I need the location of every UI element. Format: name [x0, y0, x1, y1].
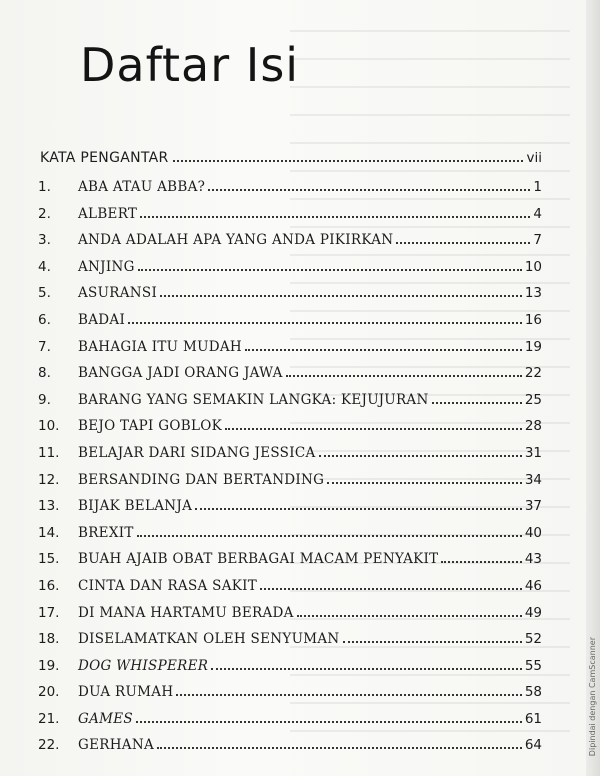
toc-leader	[286, 364, 522, 377]
toc-entry	[38, 550, 542, 577]
toc-leader	[343, 630, 522, 643]
toc-entry-title: ABA ATAU ABBA?	[78, 179, 206, 195]
toc-entry	[38, 657, 542, 684]
toc-entry-title: ASURANSI	[78, 285, 158, 302]
toc-leader	[160, 284, 522, 297]
toc-entry-page: 28	[524, 418, 542, 435]
toc-entry-page: 61	[524, 710, 542, 727]
toc-entry-page: 49	[524, 604, 542, 621]
toc-entry-number: 21.	[38, 710, 60, 727]
toc-leader	[225, 417, 522, 430]
toc-entry-page: 4	[533, 205, 542, 222]
toc-entry-title: BREXIT	[78, 524, 134, 541]
toc-entry-page: 40	[524, 524, 542, 541]
toc-leader	[441, 550, 521, 563]
toc-entry-page: 37	[524, 498, 542, 515]
toc-entry-page: 10	[524, 258, 542, 275]
toc-entry-page: 46	[524, 577, 542, 594]
toc-leader	[396, 231, 530, 244]
toc-entry-number: 2.	[38, 205, 51, 222]
toc-entry-title: ANDA ADALAH APA YANG ANDA PIKIRKAN	[78, 232, 394, 249]
toc-entry	[38, 710, 542, 737]
toc-entry	[38, 311, 542, 338]
toc-entry	[38, 444, 542, 471]
toc-entry-title: ANJING	[78, 258, 135, 275]
toc-entry-number: 4.	[38, 258, 51, 275]
toc-entry-title: BANGGA JADI ORANG JAWA	[78, 365, 283, 382]
toc-entry	[38, 736, 542, 763]
toc-leader	[140, 205, 530, 218]
toc-entry-number: 8.	[38, 365, 51, 382]
toc-entry-number: 14.	[38, 524, 60, 541]
toc-entry-number: 22.	[38, 737, 60, 754]
toc-entry-title: GERHANA	[78, 737, 154, 754]
toc-entry	[38, 524, 542, 551]
toc-leader	[136, 710, 522, 723]
toc-leader	[297, 604, 522, 617]
toc-entry-title: BADAI	[78, 311, 126, 328]
toc-entry	[38, 205, 542, 232]
toc-entry-page: 25	[524, 391, 542, 408]
toc-entry-page: 58	[524, 684, 542, 701]
toc-entry-title: CINTA DAN RASA SAKIT	[78, 577, 258, 594]
toc-leader	[327, 471, 522, 484]
toc-intro-page: vii	[526, 150, 542, 166]
toc-entry-page: 31	[524, 444, 542, 461]
toc-leader	[173, 148, 523, 162]
toc-entry-title: BELAJAR DARI SIDANG JESSICA	[78, 444, 316, 461]
toc-entry	[38, 178, 542, 205]
toc-entry-title: BIJAK BELANJA	[78, 498, 193, 515]
toc-entry-number: 7.	[38, 338, 51, 355]
toc-leader	[138, 258, 522, 271]
toc-leader	[128, 311, 522, 324]
toc-entry-title: DISELAMATKAN OLEH SENYUMAN	[78, 631, 340, 648]
toc-entry-number: 5.	[38, 285, 51, 302]
toc-entry-page: 19	[524, 338, 542, 355]
toc-leader	[176, 683, 521, 696]
toc-entry-number: 10.	[38, 418, 60, 435]
toc-entry-number: 18.	[38, 631, 60, 648]
toc-entry-number: 6.	[38, 311, 51, 328]
toc-entry-title: GAMES	[78, 710, 133, 727]
toc-entry-page: 13	[524, 285, 542, 302]
toc-entry	[38, 338, 542, 365]
toc-entry	[38, 364, 542, 391]
toc-entry-number: 12.	[38, 471, 60, 488]
table-of-contents	[38, 178, 542, 763]
toc-entry-number: 3.	[38, 232, 51, 249]
toc-leader	[211, 657, 522, 670]
toc-intro-row	[40, 148, 542, 170]
toc-entry-number: 15.	[38, 551, 60, 568]
toc-entry-page: 55	[524, 657, 542, 674]
toc-entry-title: BUAH AJAIB OBAT BERBAGAI MACAM PENYAKIT	[78, 551, 439, 568]
toc-entry-number: 13.	[38, 498, 60, 515]
toc-leader	[195, 497, 522, 510]
toc-leader	[260, 577, 522, 590]
toc-entry-number: 17.	[38, 604, 60, 621]
toc-entry-title: BAHAGIA ITU MUDAH	[78, 338, 243, 355]
toc-entry	[38, 683, 542, 710]
toc-entry	[38, 284, 542, 311]
toc-entry-page: 16	[524, 311, 542, 328]
toc-entry-page: 1	[533, 179, 542, 195]
toc-entry	[38, 231, 542, 258]
toc-entry	[38, 604, 542, 631]
toc-entry	[38, 471, 542, 498]
toc-entry-page: 7	[533, 232, 542, 249]
toc-entry-page: 22	[524, 365, 542, 382]
toc-entry-page: 34	[524, 471, 542, 488]
toc-leader	[432, 391, 522, 404]
toc-entry	[38, 630, 542, 657]
toc-entry-number: 1.	[38, 179, 51, 195]
toc-entry-title: DI MANA HARTAMU BERADA	[78, 604, 294, 621]
toc-entry	[38, 258, 542, 285]
toc-entry-title: ALBERT	[78, 205, 138, 222]
toc-entry	[38, 577, 542, 604]
toc-entry-number: 11.	[38, 444, 60, 461]
toc-entry-title: BARANG YANG SEMAKIN LANGKA: KEJUJURAN	[78, 391, 429, 408]
toc-entry-number: 20.	[38, 684, 60, 701]
toc-entry-number: 19.	[38, 657, 60, 674]
toc-leader	[157, 736, 522, 749]
scanner-watermark: Dipindai dengan CamScanner	[588, 636, 597, 756]
toc-entry-page: 43	[524, 551, 542, 568]
toc-entry-number: 16.	[38, 577, 60, 594]
toc-entry-number: 9.	[38, 391, 51, 408]
toc-leader	[137, 524, 522, 537]
toc-leader	[319, 444, 522, 457]
toc-entry	[38, 497, 542, 524]
toc-intro-label: KATA PENGANTAR	[40, 150, 169, 166]
toc-entry-title: DUA RUMAH	[78, 684, 174, 701]
toc-leader	[208, 178, 530, 191]
toc-leader	[245, 338, 522, 351]
toc-entry-title: BEJO TAPI GOBLOK	[78, 418, 222, 435]
page-title: Daftar Isi	[80, 38, 300, 92]
toc-entry-page: 52	[524, 631, 542, 648]
toc-entry-page: 64	[524, 737, 542, 754]
toc-entry	[38, 417, 542, 444]
toc-entry-title: BERSANDING DAN BERTANDING	[78, 471, 325, 488]
toc-entry-title: DOG WHISPERER	[78, 657, 209, 674]
toc-entry	[38, 391, 542, 418]
